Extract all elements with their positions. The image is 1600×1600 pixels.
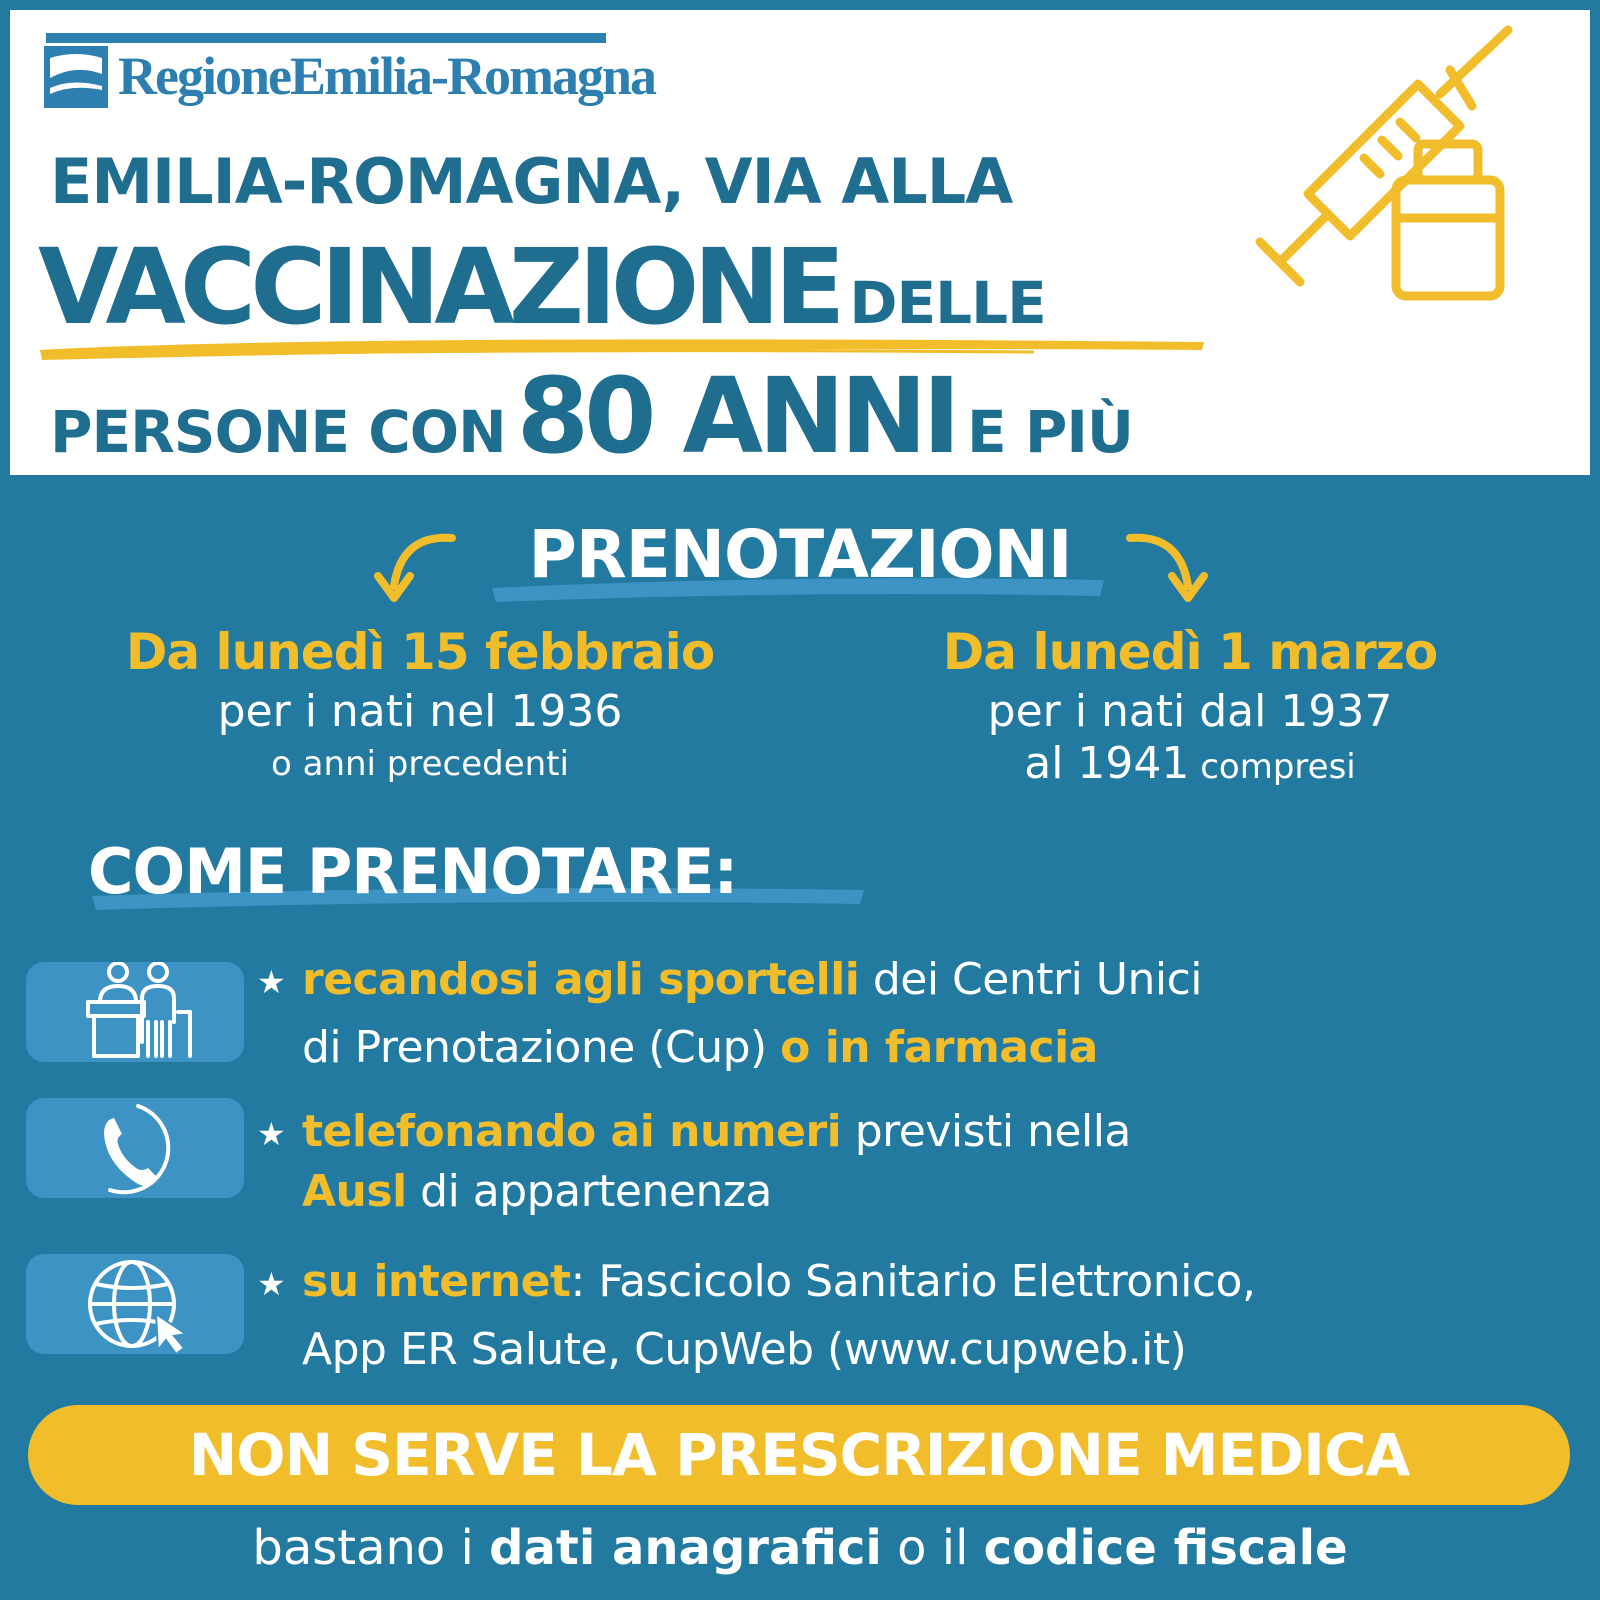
headline-line1: EMILIA-ROMAGNA, VIA ALLA	[50, 145, 1013, 218]
headline-persone-con: PERSONE CON	[50, 398, 506, 466]
footer-codice-fiscale: codice fiscale	[983, 1520, 1348, 1576]
phone-icon	[26, 1098, 244, 1198]
to-1941-year: al 1941	[1024, 738, 1190, 789]
item-sportelli-line2	[302, 1016, 1098, 1080]
headline-vaccinazione: VACCINAZIONE	[38, 226, 840, 348]
headline-line3	[50, 356, 1133, 507]
item-telefono-text1: previsti nella	[841, 1106, 1131, 1157]
phone-icon-box	[26, 1098, 244, 1198]
footer-a: bastano i	[252, 1520, 490, 1576]
item-telefono-bold: telefonando ai numeri	[302, 1106, 842, 1157]
footer-c: o il	[881, 1520, 984, 1576]
item-telefono-line1	[302, 1100, 1131, 1164]
no-prescription-banner: NON SERVE LA PRESCRIZIONE MEDICA	[28, 1405, 1570, 1505]
star-icon: ★	[257, 1115, 286, 1153]
prenotazioni-title: PRENOTAZIONI	[528, 516, 1072, 593]
included: compresi	[1200, 747, 1356, 787]
date-february: Da lunedì 15 febbraio	[125, 623, 715, 681]
item-sportelli-bold: recandosi agli sportelli	[302, 954, 860, 1005]
born-1936: per i nati nel 1936	[217, 686, 623, 737]
curved-arrow-right-icon	[1120, 528, 1210, 608]
star-icon: ★	[257, 1265, 286, 1303]
item-internet-line1	[302, 1250, 1255, 1314]
booking-column-february	[40, 620, 800, 788]
come-prenotare-title: COME PRENOTARE:	[88, 835, 738, 908]
logo-text: RegioneEmilia-Romagna	[118, 46, 655, 106]
item-telefono-text2: di appartenenza	[406, 1166, 772, 1217]
globe-cursor-icon	[26, 1254, 244, 1354]
headline-80-anni: 80 ANNI	[516, 355, 956, 477]
region-logo-icon	[42, 44, 110, 110]
headline-line2	[38, 222, 1046, 352]
item-telefono-line2	[302, 1160, 772, 1224]
curved-arrow-left-icon	[372, 528, 462, 608]
item-ausl-bold: Ausl	[302, 1166, 407, 1217]
item-farmacia-bold: o in farmacia	[780, 1022, 1098, 1073]
item-internet-line2: App ER Salute, CupWeb (www.cupweb.it)	[302, 1324, 1187, 1375]
born-1937: per i nati dal 1937	[987, 686, 1393, 737]
date-march: Da lunedì 1 marzo	[942, 623, 1438, 681]
footer-note	[0, 1513, 1600, 1583]
item-internet-bold: su internet	[302, 1256, 571, 1307]
item-sportelli-text2: di Prenotazione (Cup)	[302, 1022, 781, 1073]
globe-icon-box	[26, 1254, 244, 1354]
counter-people-icon	[26, 962, 244, 1062]
item-sportelli-line1	[302, 948, 1202, 1012]
syringe-vial-icon	[1250, 22, 1530, 312]
previous-years: o anni precedenti	[271, 744, 569, 784]
headline-delle: DELLE	[849, 269, 1046, 337]
star-icon: ★	[257, 963, 286, 1001]
to-1941	[810, 740, 1570, 791]
header-panel	[10, 10, 1590, 475]
item-internet-text1: : Fascicolo Sanitario Elettronico,	[570, 1256, 1256, 1307]
item-sportelli-text1: dei Centri Unici	[859, 954, 1203, 1005]
footer-dati-anagrafici: dati anagrafici	[489, 1520, 882, 1576]
headline-e-piu: E PIÙ	[967, 398, 1134, 466]
booking-column-march	[810, 620, 1570, 791]
counter-icon-box	[26, 962, 244, 1062]
